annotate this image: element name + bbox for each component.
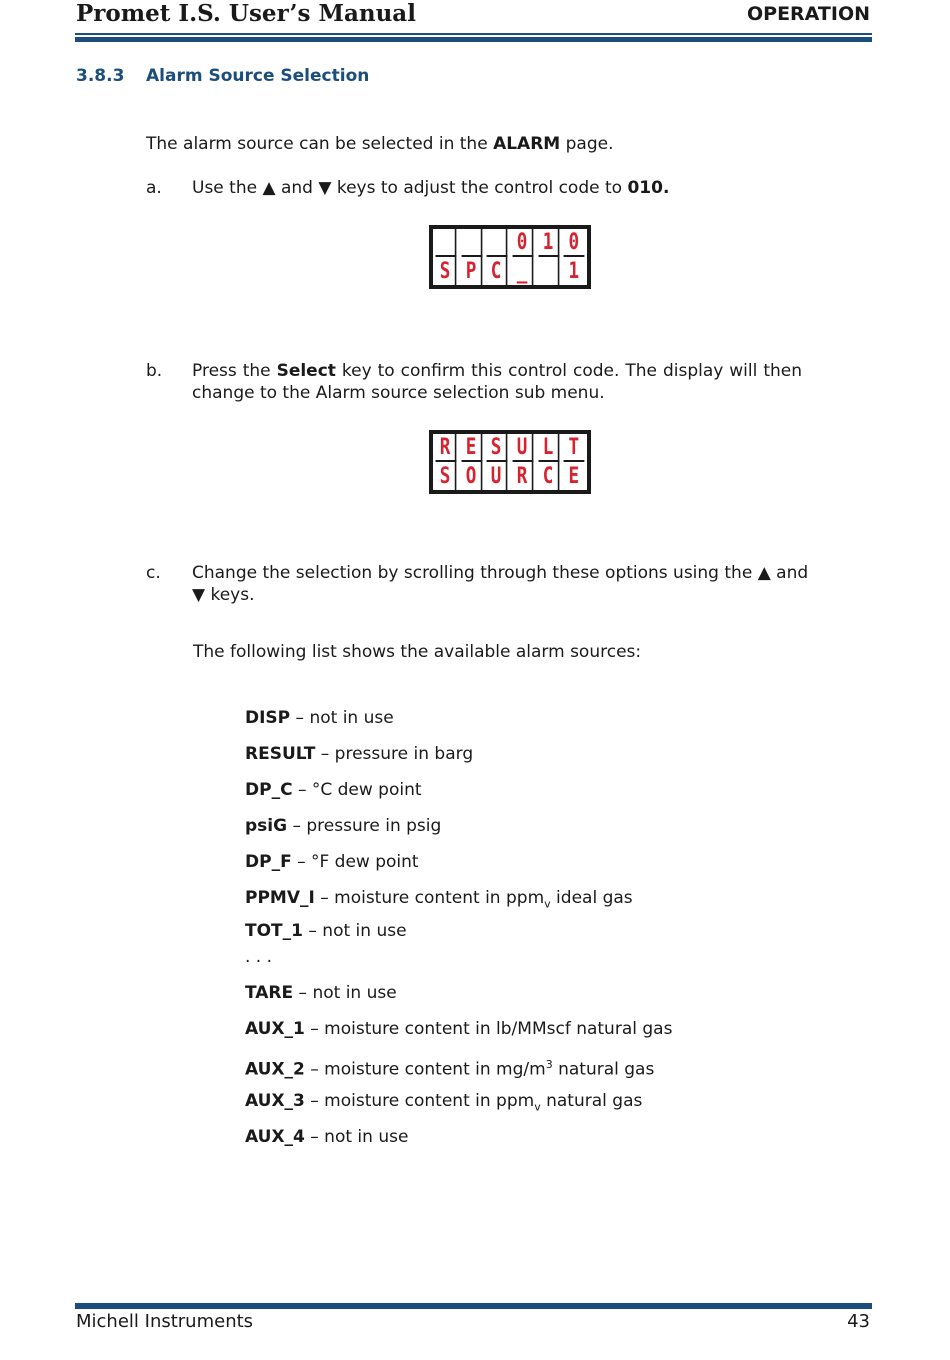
lcd-cell: 1	[568, 258, 580, 284]
source-code: AUX_4	[245, 1127, 305, 1147]
source-code: RESULT	[245, 744, 316, 764]
lcd-cell: U	[513, 434, 534, 462]
source-code: TARE	[245, 983, 294, 1003]
up-arrow-icon: ▲	[262, 178, 276, 198]
source-item	[245, 815, 441, 837]
unit-subscript: v	[534, 1100, 541, 1114]
chapter-label: OPERATION	[747, 3, 870, 25]
lcd-cell: R	[436, 434, 457, 462]
lcd-cell: E	[461, 434, 482, 462]
header-rule-thin	[75, 33, 872, 35]
source-item	[245, 982, 397, 1004]
lcd-cell: O	[461, 462, 482, 490]
source-code: psiG	[245, 816, 288, 836]
lcd-cell: S	[436, 257, 457, 285]
lcd-cell: 0	[513, 229, 534, 257]
footer-rule	[75, 1303, 872, 1309]
down-arrow-icon: ▼	[192, 585, 206, 605]
source-description: – pressure in psig	[287, 816, 442, 836]
source-description: – °C dew point	[292, 780, 422, 800]
step-b-marker: b.	[146, 361, 163, 381]
source-description: – not in use	[302, 921, 407, 941]
lcd-cell: P	[461, 257, 482, 285]
source-description: – moisture content in ppm	[314, 888, 545, 908]
source-description: – not in use	[304, 1127, 409, 1147]
lcd-cell: L	[538, 434, 559, 462]
source-code: AUX_2	[245, 1059, 305, 1080]
source-item	[245, 920, 407, 942]
source-description-tail: ideal gas	[550, 888, 633, 908]
lcd-cell	[436, 229, 457, 257]
unit-superscript: 3	[545, 1058, 553, 1071]
lcd-cell: 0	[564, 229, 585, 257]
lcd-cell: U	[487, 462, 508, 490]
lcd-cell: R	[513, 462, 534, 490]
down-arrow-icon: ▼	[318, 178, 332, 198]
source-item	[245, 1090, 642, 1118]
lcd-cell: C	[538, 462, 559, 490]
source-description-tail: natural gas	[540, 1091, 643, 1111]
lcd-cell: _	[513, 257, 534, 285]
source-item	[245, 1018, 672, 1040]
step-c-marker: c.	[146, 563, 161, 583]
source-description: – not in use	[290, 708, 394, 728]
header-rule-thick	[75, 37, 872, 42]
lcd-cell: C	[487, 257, 508, 285]
lcd-cell: T	[564, 434, 585, 462]
unit-subscript: v	[544, 897, 551, 911]
source-item	[245, 851, 419, 873]
source-item	[245, 779, 422, 801]
select-key-name: Select	[276, 361, 336, 381]
source-code: AUX_1	[245, 1019, 305, 1039]
source-item	[245, 887, 633, 915]
step-c-text: Change the selection by scrolling through these options using the ▲ and ▼ keys.	[192, 563, 809, 605]
intro-paragraph: The alarm source can be selected in the ALARM page.	[146, 134, 614, 154]
lcd-cell: S	[487, 434, 508, 462]
page-number: 43	[847, 1311, 870, 1332]
source-description: – moisture content in lb/MMscf natural gas	[304, 1019, 673, 1039]
lcd-cell	[461, 229, 482, 257]
source-description: – pressure in barg	[315, 744, 474, 764]
source-item	[245, 1126, 408, 1148]
manual-title: Promet I.S. User’s Manual	[76, 0, 416, 27]
section-number: 3.8.3	[76, 66, 125, 86]
lcd-cell: S	[436, 462, 457, 490]
source-item	[245, 743, 473, 765]
lcd-cell	[538, 257, 559, 285]
lcd-display-control-code	[429, 225, 591, 289]
step-b-text: Press the Select key to confirm this control code. The display will then change to the Alarm source selection sub menu.	[192, 361, 802, 403]
source-description: – not in use	[293, 983, 397, 1003]
up-arrow-icon: ▲	[757, 563, 771, 583]
control-code: 010.	[627, 178, 670, 198]
lcd-cell	[487, 229, 508, 257]
source-code: PPMV_I	[245, 888, 315, 908]
section-title: Alarm Source Selection	[146, 66, 370, 86]
step-a-marker: a.	[146, 178, 162, 198]
list-ellipsis: . . .	[245, 947, 273, 967]
source-description-tail: natural gas	[552, 1059, 655, 1080]
lcd-cell: E	[568, 463, 580, 489]
source-code: DP_C	[245, 780, 293, 800]
source-item	[245, 707, 394, 729]
source-code: DP_F	[245, 852, 292, 872]
source-description: – moisture content in mg/m	[304, 1059, 546, 1080]
source-item	[245, 1054, 654, 1081]
step-a-text: Use the ▲ and ▼ keys to adjust the control code to 010.	[192, 178, 670, 198]
lcd-display-result-source	[429, 430, 591, 494]
alarm-page-name: ALARM	[493, 134, 561, 154]
source-code: TOT_1	[245, 921, 303, 941]
source-code: AUX_3	[245, 1091, 305, 1111]
source-code: DISP	[245, 708, 291, 728]
footer-company: Michell Instruments	[76, 1311, 254, 1332]
source-description: – °F dew point	[291, 852, 419, 872]
lcd-cell: 1	[538, 229, 559, 257]
list-intro: The following list shows the available alarm sources:	[193, 642, 642, 662]
source-description: – moisture content in ppm	[304, 1091, 535, 1111]
